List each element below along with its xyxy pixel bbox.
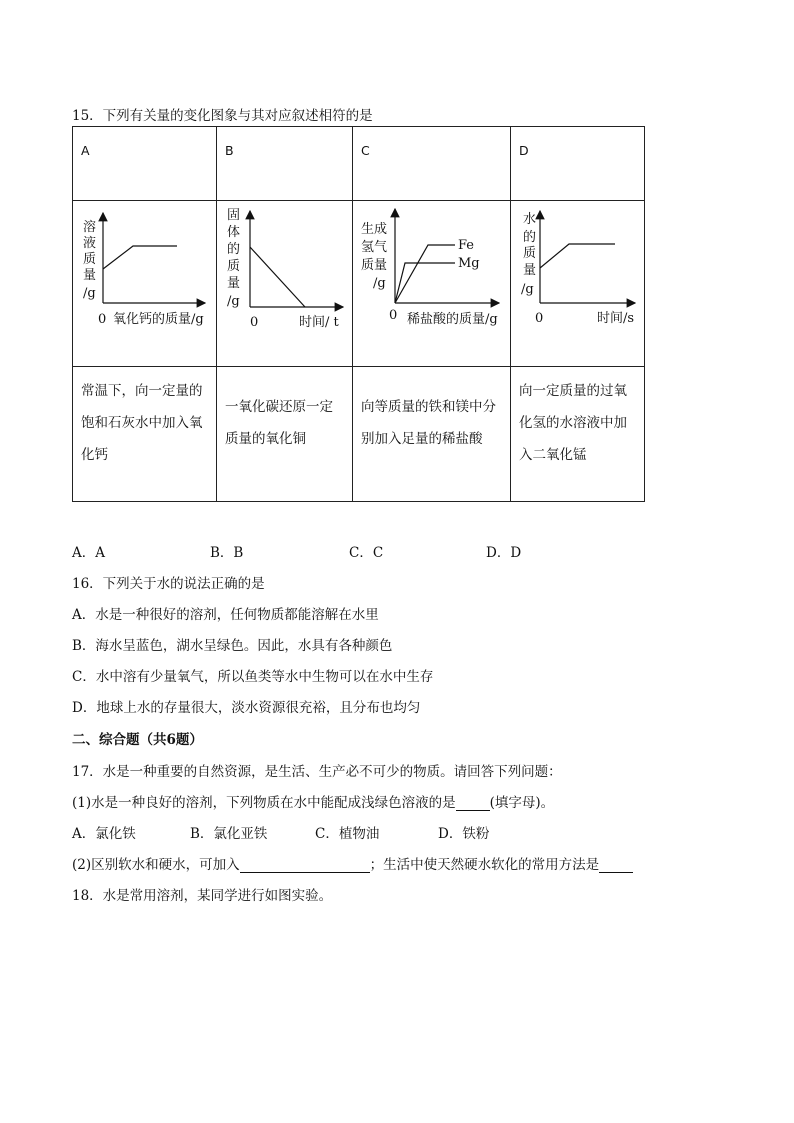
y-label-3: 量 xyxy=(523,263,537,278)
col-header-d: D xyxy=(511,127,645,201)
x-label: 时间/s xyxy=(597,311,635,326)
desc-b: 一氧化碳还原一定质量的氧化铜 xyxy=(217,367,353,502)
q15-option-c[interactable]: C．C xyxy=(349,545,384,561)
col-header-a: A xyxy=(73,127,217,201)
q17-part2 xyxy=(72,853,633,873)
q16-option-c[interactable]: C．水中溶有少量氧气，所以鱼类等水中生物可以在水中生存 xyxy=(72,669,434,685)
q17-part1 xyxy=(72,791,554,811)
q17-stem: 17．水是一种重要的自然资源，是生活、生产必不可少的物质。请回答下列问题： xyxy=(72,764,562,780)
desc-d: 向一定质量的过氧化氢的水溶液中加入二氧化锰 xyxy=(511,367,645,502)
q18-stem: 18．水是常用溶剂，某同学进行如图实验。 xyxy=(72,888,333,904)
curve-mg xyxy=(395,263,455,303)
q17-part2-text: (2)区别软水和硬水，可加入 xyxy=(72,857,240,873)
graph-d-svg xyxy=(511,201,644,366)
y-label-0: 溶 xyxy=(83,220,97,235)
col-header-b: B xyxy=(217,127,353,201)
origin-label: 0 xyxy=(250,315,259,330)
y-label-0: 水 xyxy=(523,212,537,227)
y-label-2: 质 xyxy=(83,252,97,267)
curve-a xyxy=(103,246,177,269)
q15-table xyxy=(72,126,645,502)
graph-b-svg xyxy=(217,201,352,366)
q17-option-b[interactable]: B．氯化亚铁 xyxy=(190,826,268,842)
col-header-c: C xyxy=(353,127,511,201)
q15-stem: 15．下列有关量的变化图象与其对应叙述相符的是 xyxy=(72,108,373,124)
q16-option-b[interactable]: B．海水呈蓝色，湖水呈绿色。因此，水具有各种颜色 xyxy=(72,638,393,654)
y-label-2: 的 xyxy=(227,242,241,257)
y-label-2: 质量 xyxy=(361,258,388,273)
q16-stem: 16．下列关于水的说法正确的是 xyxy=(72,576,265,592)
q17-part1-suffix: (填字母)。 xyxy=(489,795,555,811)
y-label-3: 质 xyxy=(227,259,241,274)
q17-blank-1[interactable] xyxy=(456,796,490,811)
desc-a: 常温下，向一定量的饱和石灰水中加入氧化钙 xyxy=(73,367,217,502)
q17-blank-2[interactable] xyxy=(240,858,370,873)
q16-option-a[interactable]: A．水是一种很好的溶剂，任何物质都能溶解在水里 xyxy=(72,607,379,623)
q15-option-d[interactable]: D．D xyxy=(486,545,522,561)
graph-a-svg xyxy=(73,201,216,366)
origin-label: 0 xyxy=(389,308,398,323)
y-label-0: 固 xyxy=(227,208,241,223)
section-title: 二、综合题（共6题） xyxy=(72,732,203,748)
y-label-1: 的 xyxy=(523,230,537,245)
graph-a xyxy=(73,201,217,367)
q17-option-d[interactable]: D．铁粉 xyxy=(438,826,490,842)
q17-blank-3[interactable] xyxy=(599,858,633,873)
curve-d xyxy=(540,244,615,268)
origin-label: 0 xyxy=(98,312,107,327)
y-label-5: /g xyxy=(227,294,240,309)
series-label-fe: Fe xyxy=(458,238,475,253)
y-label-4: /g xyxy=(83,286,96,301)
curve-fe xyxy=(395,245,455,303)
y-label-4: 量 xyxy=(227,276,241,291)
q15-option-a[interactable]: A．A xyxy=(72,545,105,561)
y-label-3: 量 xyxy=(83,268,97,283)
graph-d xyxy=(511,201,645,367)
x-label: 时间/ t xyxy=(299,315,339,330)
curve-b xyxy=(250,247,305,307)
x-label: 稀盐酸的质量/g xyxy=(407,312,498,327)
y-label-2: 质 xyxy=(523,246,537,261)
x-label: 氧化钙的质量/g xyxy=(113,312,204,327)
y-label-3: /g xyxy=(373,276,386,291)
q17-option-c[interactable]: C．植物油 xyxy=(315,826,380,842)
y-label-0: 生成 xyxy=(361,222,388,237)
series-label-mg: Mg xyxy=(458,256,480,271)
graph-b xyxy=(217,201,353,367)
y-label-1: 体 xyxy=(227,225,241,240)
desc-c: 向等质量的铁和镁中分别加入足量的稀盐酸 xyxy=(353,367,511,502)
q17-part2-suffix: ；生活中使天然硬水软化的常用方法是 xyxy=(369,857,600,873)
origin-label: 0 xyxy=(535,311,544,326)
graph-c xyxy=(353,201,511,367)
y-label-1: 氢气 xyxy=(361,240,388,255)
q16-option-d[interactable]: D．地球上水的存量很大，淡水资源很充裕，且分布也均匀 xyxy=(72,700,421,716)
q17-part1-text: (1)水是一种良好的溶剂，下列物质在水中能配成浅绿色溶液的是 xyxy=(72,795,456,811)
y-label-1: 液 xyxy=(83,236,97,251)
q15-option-b[interactable]: B．B xyxy=(210,545,244,561)
q17-option-a[interactable]: A．氯化铁 xyxy=(72,826,136,842)
y-label-4: /g xyxy=(521,282,534,297)
graph-c-svg xyxy=(353,201,510,366)
